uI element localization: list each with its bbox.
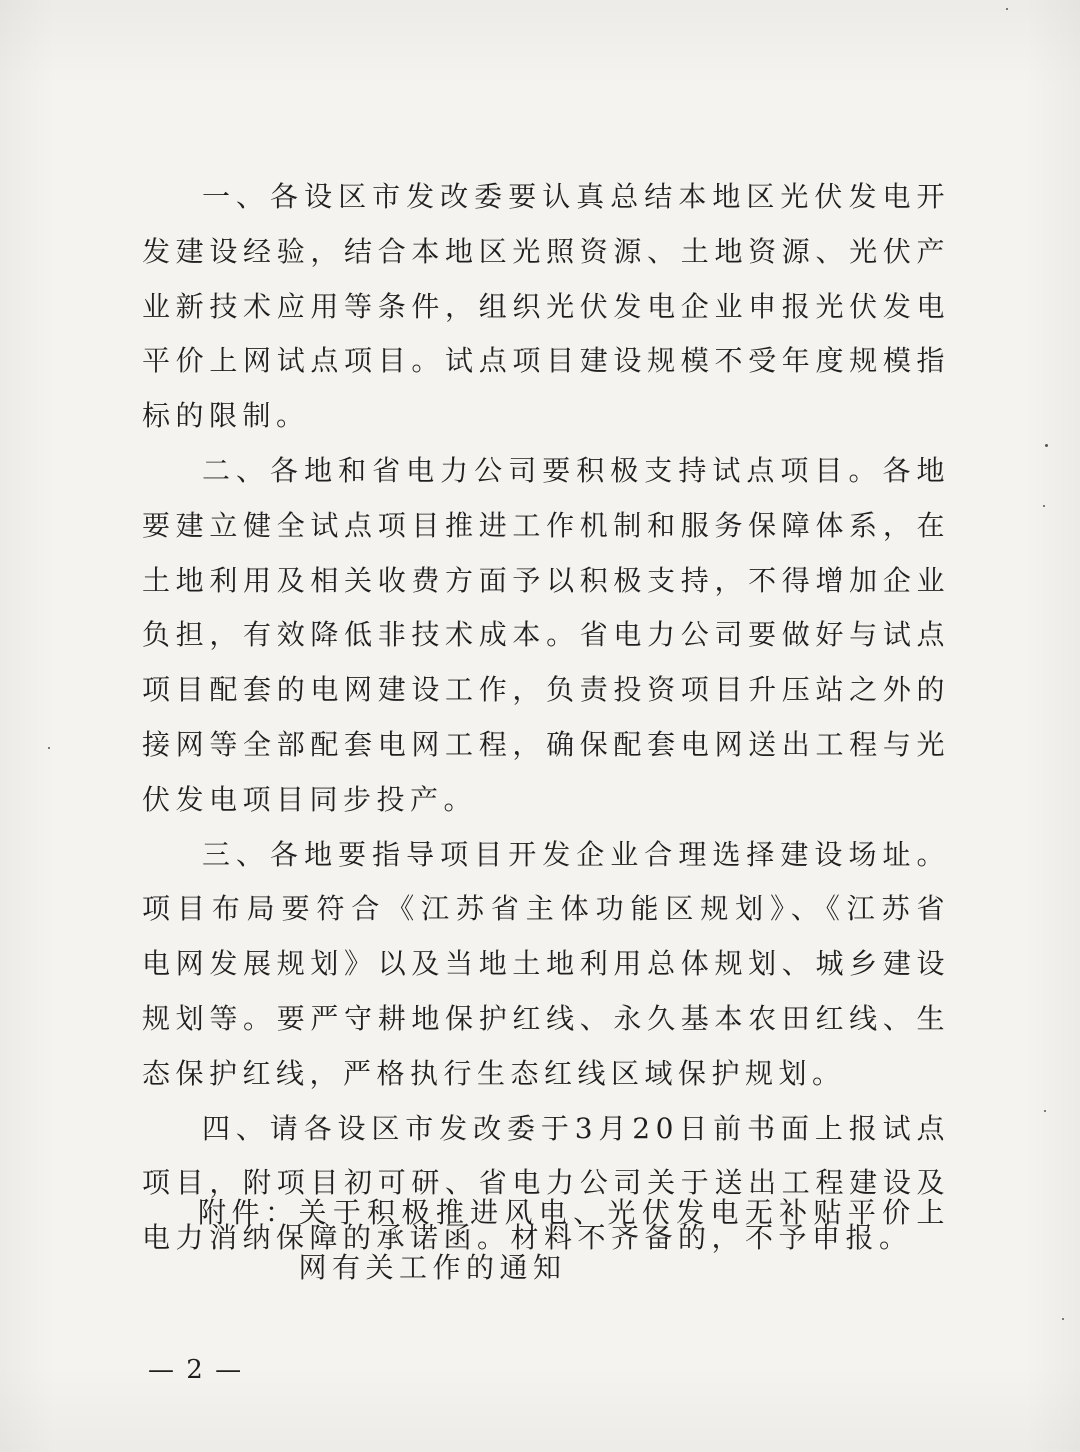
paragraph-4: 四、请各设区市发改委于3月20日前书面上报试点项目，附项目初可研、省电力公司关于送出工程建设及电力消纳保障的承诺函。材料不齐备的，不予申报。: [142, 1111, 950, 1255]
scan-speck: [1062, 1318, 1064, 1320]
scan-speck: [1043, 505, 1045, 507]
page-number: — 2 —: [148, 1355, 244, 1385]
attachment-label: 附件：: [198, 1196, 299, 1229]
scan-speck: [1044, 1110, 1046, 1112]
attachment-title: 关于积极推进风电、光伏发电无补贴平价上网有关工作的通知: [298, 1196, 950, 1284]
scan-speck: [1045, 444, 1048, 447]
paragraph-3: 三、各地要指导项目开发企业合理选择建设场址。项目布局要符合《江苏省主体功能区规划》、《江苏省电网发展规划》以及当地土地利用总体规划、城乡建设规划等。要严守耕地保护红线、永久基本农田红线、生态保护红线，严格执行生态红线区域保护规划。: [142, 837, 950, 1090]
attachment-note: [198, 1186, 950, 1296]
scan-speck: [48, 747, 50, 749]
paragraph-2: 二、各地和省电力公司要积极支持试点项目。各地要建立健全试点项目推进工作机制和服务保障体系，在土地利用及相关收费方面予以积极支持，不得增加企业负担，有效降低非技术成本。省电力公司要做好与试点项目配套的电网建设工作，负责投资项目升压站之外的接网等全部配套电网工程，确保配套电网送出工程与光伏发电项目同步投产。: [142, 453, 950, 816]
paragraph-1: 一、各设区市发改委要认真总结本地区光伏发电开发建设经验，结合本地区光照资源、土地资源、光伏产业新技术应用等条件，组织光伏发电企业申报光伏发电平价上网试点项目。试点项目建设规模不受年度规模指标的限制。: [142, 180, 950, 433]
document-body: [142, 170, 950, 1266]
scan-speck: [1006, 8, 1008, 10]
